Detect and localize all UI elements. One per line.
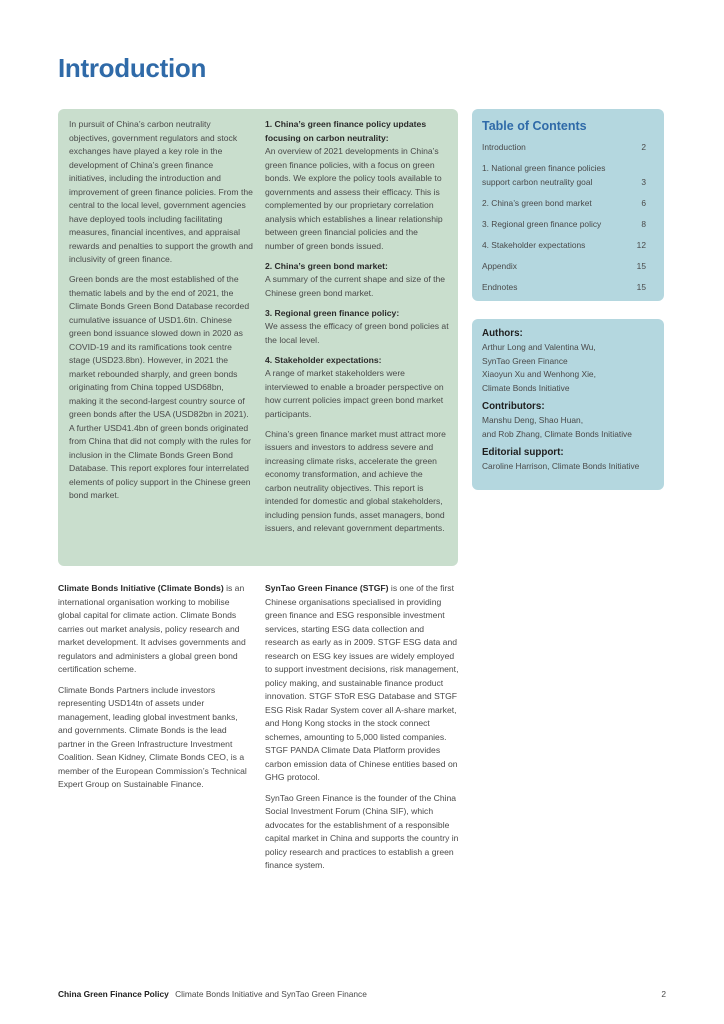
section-heading: 4. Stakeholder expectations:	[265, 354, 382, 365]
about-paragraph: Climate Bonds Partners include investors representing USD14tn of assets under management, leading global investment banks, and governments. Climate Bonds is the lead partner in the Green Infrastructure Investment Coalition. Sean Kidney, Climate Bonds CEO, is a member of the European Commission’s Technical Expert Group on Sustainable Finance.	[58, 684, 247, 789]
author-line: Xiaoyun Xu and Wenhong Xie,	[482, 369, 596, 379]
toc-item-label: Introduction	[482, 142, 526, 152]
toc-item-page: 12	[636, 239, 646, 250]
toc-item[interactable]	[482, 239, 646, 253]
author-line: Arthur Long and Valentina Wu,	[482, 342, 596, 352]
toc-list	[482, 141, 646, 302]
report-section-summary	[265, 307, 449, 348]
contributors-list	[482, 414, 658, 441]
org-name: Climate Bonds Initiative (Climate Bonds)	[58, 583, 224, 593]
about-climate-bonds	[58, 582, 252, 799]
credits	[482, 327, 658, 479]
contributors-heading: Contributors:	[482, 401, 545, 412]
footer-report-title: China Green Finance Policy	[58, 989, 169, 999]
section-body: A range of market stakeholders were interviewed to enable a broader perspective on how current policies impact green bond market participants.	[265, 368, 444, 419]
about-text: is an international organisation working to mobilise global capital for climate action. Climate Bonds carries out market analysis, policy research and market development. It advises governments and regulators and administers a global green bond certification scheme.	[58, 583, 246, 674]
toc-item[interactable]	[482, 260, 646, 274]
about-paragraph: SynTao Green Finance is the founder of the China Social Investment Forum (China SIF), which advocates for the establishment of a responsible capital market in China and supports the country in policy research and practices to establish a green finance system.	[265, 792, 459, 870]
section-heading: 3. Regional green finance policy:	[265, 307, 400, 318]
toc-item-page: 15	[636, 260, 646, 271]
toc-item-page: 8	[641, 218, 646, 229]
section-body: We assess the efficacy of green bond policies at the local level.	[265, 321, 449, 345]
toc-item-label: 3. Regional green finance policy	[482, 218, 602, 229]
intro-paragraph: In pursuit of China’s carbon neutrality objectives, government regulators and stock exchanges have played a key role in the development of China’s green finance initiatives, including the introduction and improvement of green finance policies. From the central to the local level, government agencies have deployed tools including facilitating measures, financial incentives, and appraisal rewards and penalties to support the growth and inclusivity of green finance.	[69, 119, 253, 264]
editorial-heading: Editorial support:	[482, 447, 564, 458]
page-title: Introduction	[58, 53, 207, 83]
page-number: 2	[661, 989, 666, 999]
toc-item-label: 4. Stakeholder expectations	[482, 239, 586, 250]
intro-right-column	[265, 118, 449, 542]
toc-item[interactable]	[482, 281, 646, 295]
about-paragraph	[58, 582, 252, 677]
contributor-line: and Rob Zhang, Climate Bonds Initiative	[482, 428, 632, 439]
intro-paragraph: Green bonds are the most established of the thematic labels and by the end of 2021, the Climate Bonds Green Bond Database recorded cumulative issuance of USD1.6tn. Chinese green bond issuance slowed down in 2020 as COVID-19 and its ramifications took centre stage (USD23.8bn). However, in 2021 the market rebounded sharply, and green bonds originating from China topped USD68bn, making it the second-largest country source of green bonds after the USA (USD82bn in 2021). A further USD41.4bn of green bonds originated from China that did not comply with the rules for inclusion in the Climate Bonds Green Bond Database. This report explores four interrelated elements of policy support in the Chinese green bond market.	[69, 274, 251, 500]
toc-item[interactable]	[482, 197, 646, 211]
author-line: SynTao Green Finance	[482, 355, 568, 366]
authors-heading: Authors:	[482, 328, 523, 339]
toc-item[interactable]	[482, 141, 646, 155]
toc-item-page: 15	[636, 281, 646, 292]
toc-title: Table of Contents	[482, 119, 587, 133]
toc-item-page: 6	[641, 197, 646, 208]
editorial-list	[482, 460, 658, 474]
toc-item-label: 2. China’s green bond market	[482, 197, 592, 208]
authors-list	[482, 341, 658, 395]
section-body: An overview of 2021 developments in China’s green finance policies, with a focus on green bonds. We explore the policy tools available to governments and assess their efficacy. This is complemented by our proprietary correlation analysis which establishes a linear relationship between green financial policies and the number of green bonds issued.	[265, 146, 443, 251]
closing-paragraph: China’s green finance market must attract more issuers and investors to address severe and increasing climate risks, accelerate the green economy transformation, and achieve the carbon neutrality objectives. This report is intended for domestic and global stakeholders, including pension funds, asset managers, bond issuers, and relevant government departments.	[265, 428, 446, 533]
about-paragraph	[265, 582, 459, 785]
report-section-summary	[265, 260, 449, 301]
contributor-line: Manshu Deng, Shao Huan,	[482, 415, 584, 425]
footer-authors: Climate Bonds Initiative and SynTao Green Finance	[175, 989, 367, 999]
intro-left-column	[69, 118, 253, 509]
toc-item-page: 3	[641, 176, 646, 187]
section-body: A summary of the current shape and size of the Chinese green bond market.	[265, 274, 446, 298]
toc-item-label: 1. National green finance policies support carbon neutrality goal	[482, 163, 606, 187]
footer	[58, 989, 367, 999]
toc-item-page: 2	[641, 142, 646, 152]
section-heading: 1. China’s green finance policy updates focusing on carbon neutrality:	[265, 119, 427, 143]
about-syntao	[265, 582, 459, 880]
toc-item[interactable]	[482, 162, 646, 189]
report-section-summary	[265, 354, 449, 422]
author-line: Climate Bonds Initiative	[482, 382, 570, 393]
toc-item-label: Appendix	[482, 260, 517, 271]
org-name: SynTao Green Finance (STGF)	[265, 583, 389, 593]
section-heading: 2. China’s green bond market:	[265, 260, 388, 271]
toc-item[interactable]	[482, 218, 646, 232]
report-section-summary	[265, 118, 449, 253]
toc-item-label: Endnotes	[482, 281, 518, 292]
editorial-line: Caroline Harrison, Climate Bonds Initiative	[482, 461, 640, 471]
about-text: is one of the first Chinese organisations specialised in providing green finance and ESG responsible investment services, starting ESG data collection and research as early as in 2009. STGF ESG data and research on ESG key issues are widely employed to support investment decisions, risk management, policy making, and sustainable finance product innovation. STGF SToR ESG Database and STGF ESG Risk Radar System cover all A-share market, and Hong Kong stocks in the stock connect schemes, amounting to 5,000 listed companies. STGF PANDA Climate Data Platform provides carbon emission data of Chinese entities based on GHG protocol.	[265, 583, 459, 782]
